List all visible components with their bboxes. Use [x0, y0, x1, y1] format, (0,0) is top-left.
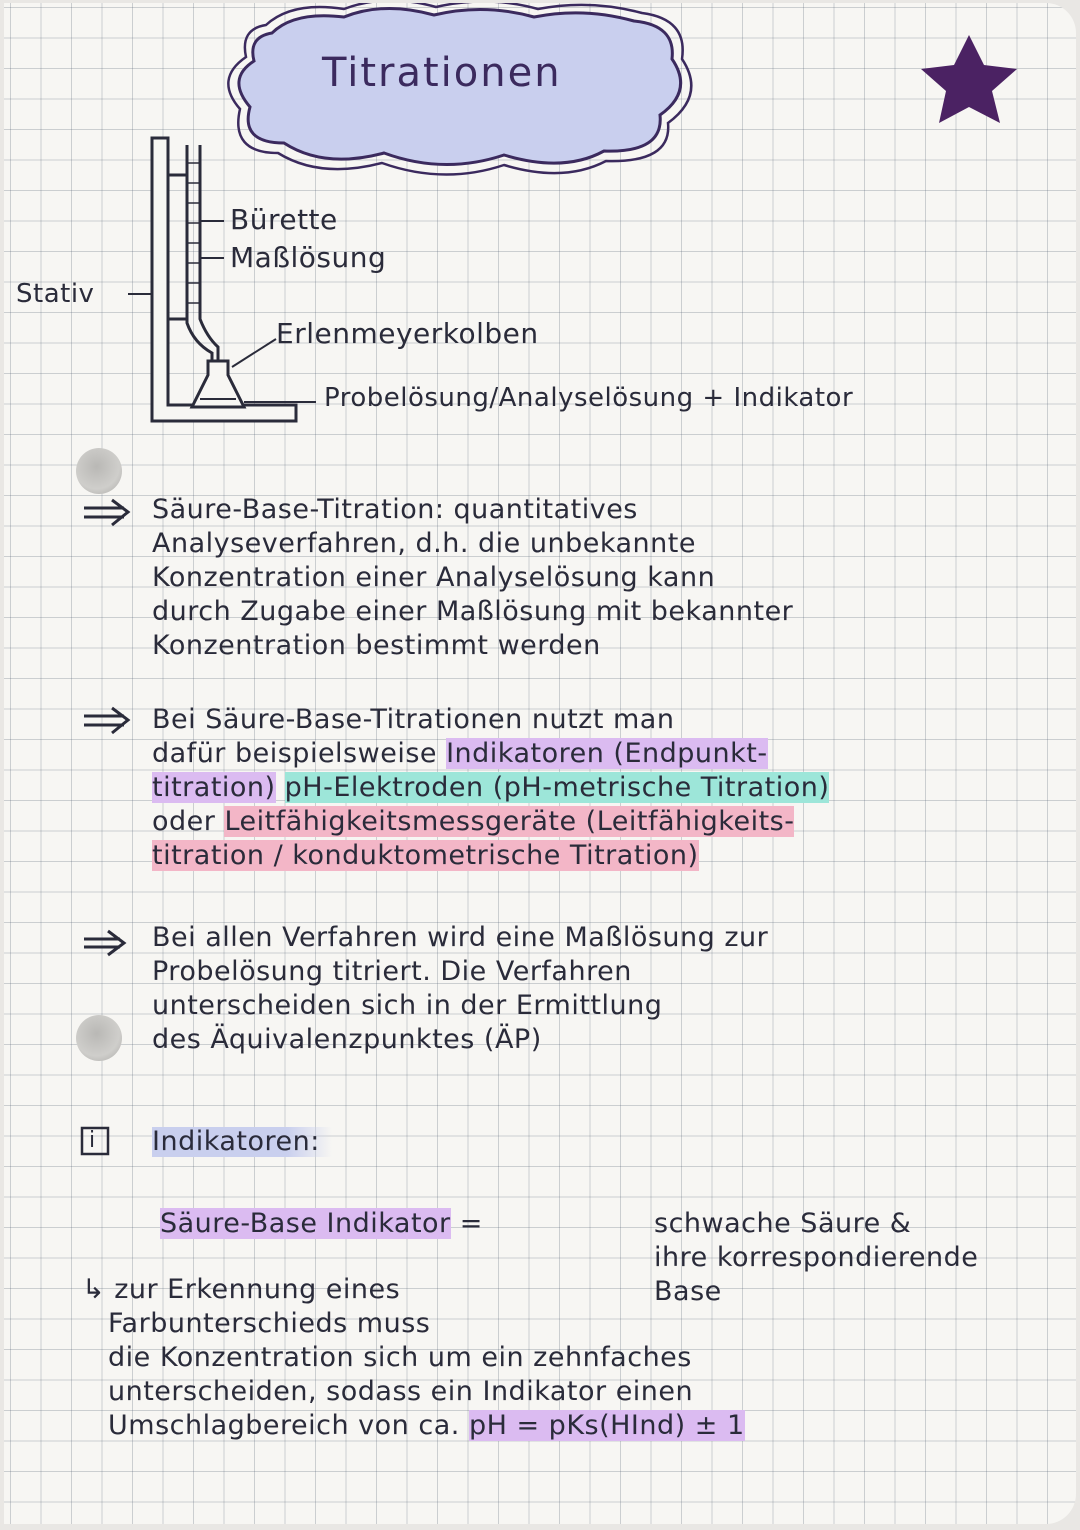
- highlight-indikatoren-cont: titration): [152, 772, 276, 803]
- info-icon-letter: i: [89, 1128, 96, 1153]
- label-buerette: Bürette: [230, 203, 338, 236]
- definition-line: schwache Säure &: [654, 1208, 912, 1239]
- note-line: die Konzentration sich um ein zehnfaches: [108, 1342, 692, 1373]
- text-line: durch Zugabe einer Maßlösung mit bekannter: [152, 596, 794, 627]
- titration-apparatus: [128, 138, 316, 421]
- highlight-leitfaehigkeit: Leitfähigkeitsmessgeräte (Leitfähigkeits-: [224, 806, 795, 837]
- text-line: Bei Säure-Base-Titrationen nutzt man: [152, 704, 675, 735]
- heading-text: Indikatoren:: [152, 1126, 320, 1157]
- arrow-icon: [84, 931, 124, 955]
- text-line: Konzentration einer Analyselösung kann: [152, 562, 716, 593]
- text-line: [152, 773, 829, 803]
- text-fragment: oder: [152, 806, 225, 837]
- note-line: ↳ zur Erkennung eines: [82, 1274, 401, 1305]
- highlight-term: Säure-Base Indikator: [160, 1208, 451, 1239]
- arrow-icon: [84, 708, 128, 733]
- text-line: Konzentration bestimmt werden: [152, 630, 601, 661]
- label-probeloesung: Probelösung/Analyselösung + Indikator: [324, 383, 854, 413]
- text-line: des Äquivalenzpunktes (ÄP): [152, 1024, 542, 1055]
- text-line: Probelösung titriert. Die Verfahren: [152, 956, 632, 987]
- highlight-ph-elektroden: pH-Elektroden (pH-metrische Titration): [284, 772, 830, 803]
- label-erlenmeyer: Erlenmeyerkolben: [276, 317, 539, 350]
- label-stativ: Stativ: [16, 279, 95, 309]
- highlight-formula: pH = pKs(HInd) ± 1: [468, 1410, 745, 1441]
- binder-hole-top: [76, 448, 122, 494]
- page-title: Titrationen: [322, 50, 562, 96]
- text-line: [152, 807, 794, 837]
- highlight-indikatoren: Indikatoren (Endpunkt-: [446, 738, 768, 769]
- text-line: Analyseverfahren, d.h. die unbekannte: [152, 528, 696, 559]
- text-fragment: dafür beispielsweise: [152, 738, 447, 769]
- text-line: [152, 841, 699, 871]
- text-fragment: Umschlagbereich von ca.: [108, 1410, 460, 1441]
- text-line: Bei allen Verfahren wird eine Maßlösung zur: [152, 922, 769, 953]
- definition-line: ihre korrespondierende: [654, 1242, 979, 1273]
- notebook-page: [4, 3, 1076, 1524]
- text-line: [152, 739, 768, 769]
- label-massloesung: Maßlösung: [230, 241, 387, 274]
- section-heading-indikatoren: [152, 1127, 332, 1157]
- star-icon: [921, 35, 1017, 123]
- highlight-leitfaehigkeit-cont: titration / konduktometrische Titration): [152, 840, 699, 871]
- arrow-icon: [84, 500, 128, 525]
- definition-line: Base: [654, 1276, 722, 1307]
- indicator-definition: [160, 1209, 483, 1239]
- note-line: Farbunterschieds muss: [108, 1308, 431, 1339]
- note-line: [108, 1411, 745, 1441]
- text-line: unterscheiden sich in der Ermittlung: [152, 990, 663, 1021]
- note-line: unterscheiden, sodass ein Indikator einen: [108, 1376, 694, 1407]
- equals-sign: =: [459, 1208, 483, 1239]
- binder-hole-middle: [76, 1015, 122, 1061]
- text-line: Säure-Base-Titration: quantitatives: [152, 494, 638, 525]
